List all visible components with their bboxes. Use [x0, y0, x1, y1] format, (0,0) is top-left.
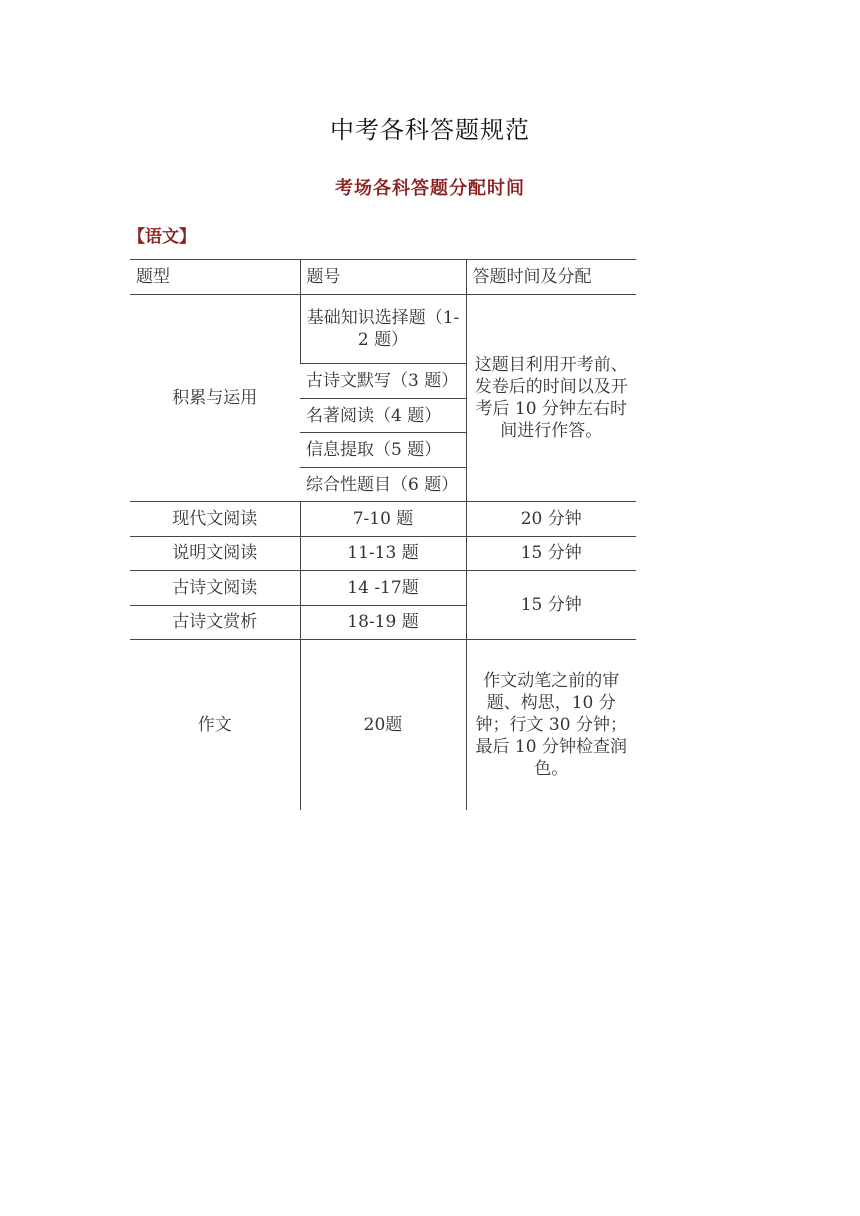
- time-cell: 15 分钟: [466, 571, 636, 640]
- type-cell: 积累与运用: [130, 295, 300, 502]
- table-row: [130, 536, 636, 570]
- time-cell: 15 分钟: [466, 536, 636, 570]
- number-cell: 18-19 题: [300, 605, 466, 639]
- number-cell: 11-13 题: [300, 536, 466, 570]
- type-cell: 现代文阅读: [130, 502, 300, 536]
- time-cell: 作文动笔之前的审题、构思，10 分钟；行文 30 分钟；最后 10 分钟检查润色。: [466, 640, 636, 810]
- section-subtitle: 考场各科答题分配时间: [335, 178, 525, 199]
- number-cell: 名著阅读（4 题）: [300, 398, 466, 432]
- number-cell: 14 -17题: [300, 571, 466, 605]
- time-cell: 20 分钟: [466, 502, 636, 536]
- number-cell: 古诗文默写（3 题）: [300, 364, 466, 398]
- type-cell: 说明文阅读: [130, 536, 300, 570]
- subject-label: 【语文】: [128, 227, 196, 247]
- table-row: [130, 295, 636, 364]
- header-question-number: 题号: [300, 260, 466, 295]
- number-cell: 基础知识选择题（1-2 题）: [300, 295, 466, 364]
- time-allocation-table: [130, 259, 636, 810]
- page-title: 中考各科答题规范: [330, 116, 530, 144]
- number-cell: 20题: [300, 640, 466, 810]
- type-cell: 作文: [130, 640, 300, 810]
- number-cell: 7-10 题: [300, 502, 466, 536]
- header-question-type: 题型: [130, 260, 300, 295]
- type-cell: 古诗文赏析: [130, 605, 300, 639]
- table-header-row: [130, 260, 636, 295]
- number-cell: 综合性题目（6 题）: [300, 467, 466, 501]
- type-cell: 古诗文阅读: [130, 571, 300, 605]
- table-row: [130, 640, 636, 810]
- table-row: [130, 502, 636, 536]
- table-row: [130, 571, 636, 605]
- number-cell: 信息提取（5 题）: [300, 433, 466, 467]
- time-cell: 这题目利用开考前、发卷后的时间以及开考后 10 分钟左右时间进行作答。: [466, 295, 636, 502]
- header-time-allocation: 答题时间及分配: [466, 260, 636, 295]
